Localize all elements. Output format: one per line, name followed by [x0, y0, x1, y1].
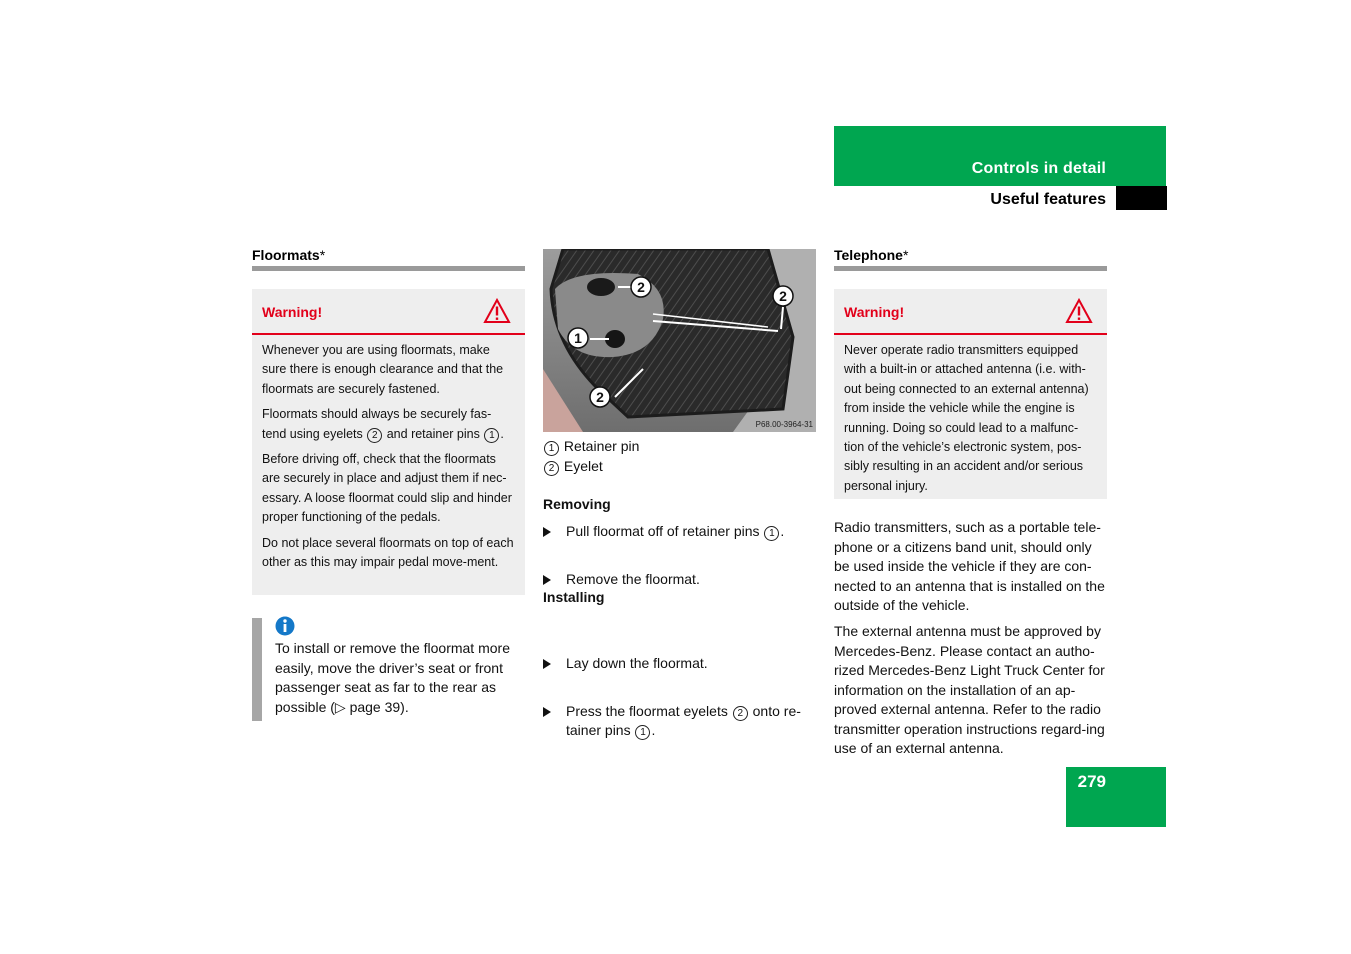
photo-callout-2: [631, 277, 651, 297]
warning-label: Warning!: [844, 304, 905, 320]
removing-heading: Removing: [543, 496, 611, 512]
info-box: [252, 618, 525, 721]
warning-triangle-icon: [1065, 298, 1093, 324]
warning-text: .: [500, 426, 504, 441]
callout-number: 1: [635, 725, 650, 740]
svg-text:1: 1: [574, 330, 582, 346]
warning-triangle-icon: [483, 298, 511, 324]
floormat-photo: [543, 249, 816, 432]
installing-heading: Installing: [543, 589, 605, 605]
photo-callout-2: [590, 387, 610, 407]
svg-text:2: 2: [637, 279, 645, 295]
step-text: onto re-tainer pins: [566, 702, 801, 738]
bullet-arrow-icon: [543, 575, 551, 585]
removing-step: [543, 570, 816, 590]
step-text: Pull floormat off of retainer pins: [566, 523, 760, 539]
chapter-title: Controls in detail: [971, 160, 1106, 177]
warning-text: and retainer pins: [386, 426, 480, 441]
warning-body: [834, 335, 1107, 510]
callout-number: 2: [544, 461, 559, 476]
legend-item: [543, 437, 816, 457]
floormats-heading: [252, 247, 325, 263]
telephone-paragraph-2: The external antenna must be approved by Mercedes-Benz. Please contact an autho-rized Mercedes-Benz Light Truck Center for information on the installation of an ap-proved external antenna. Refer to the radio transmitter operation instructions regard-ing use of an external antenna.: [834, 623, 1105, 756]
callout-number: 1: [764, 526, 779, 541]
svg-text:2: 2: [596, 389, 604, 405]
step-text: Remove the floormat.: [566, 570, 700, 587]
optional-star: *: [319, 247, 326, 263]
info-bar: [252, 618, 262, 721]
callout-number: 2: [367, 428, 382, 443]
warning-body: [252, 335, 525, 586]
info-text: To install or remove the floormat more easily, move the driver’s seat or front passenger seat as far to the rear as possible (▷ page 39).: [275, 640, 510, 715]
section-marker: [1116, 186, 1167, 210]
warning-label: Warning!: [262, 304, 323, 320]
warning-paragraph: [262, 405, 515, 444]
section-title: Useful features: [990, 191, 1106, 208]
telephone-heading: [834, 247, 908, 263]
photo-callout-2: [773, 286, 793, 306]
warning-paragraph: Whenever you are using floormats, make sure there is enough clearance and that the floormats are securely fastened.: [262, 343, 504, 396]
callout-number: 1: [544, 441, 559, 456]
svg-text:2: 2: [779, 288, 787, 304]
floormats-warning-box: [252, 289, 525, 595]
telephone-paragraph-1: Radio transmitters, such as a portable tele-phone or a citizens band unit, should only be used inside the vehicle if they are con-nected to an antenna that is installed on the outside of the vehicle.: [834, 519, 1105, 613]
legend-item: [543, 457, 816, 477]
bullet-arrow-icon: [543, 707, 551, 717]
heading-rule: [834, 266, 1107, 271]
warning-header: [252, 289, 525, 335]
step-text: Lay down the floormat.: [566, 655, 708, 671]
legend-label: Retainer pin: [563, 438, 640, 454]
photo-callout-1: [568, 328, 588, 348]
telephone-heading-text: Telephone: [834, 247, 903, 263]
photo-code: P68.00-3964-31: [755, 420, 813, 429]
callout-number: 2: [733, 706, 748, 721]
heading-rule: [252, 266, 525, 271]
step-text: .: [780, 523, 785, 539]
legend-label: Eyelet: [563, 457, 603, 474]
warning-header: [834, 289, 1107, 335]
bullet-arrow-icon: [543, 527, 551, 537]
photo-legend: [543, 437, 816, 476]
callout-number: 1: [484, 428, 499, 443]
page-number: 279: [1077, 772, 1106, 791]
telephone-warning-box: [834, 289, 1107, 499]
installing-step: [543, 654, 816, 674]
step-text: .: [651, 722, 656, 738]
optional-star: *: [902, 247, 909, 263]
floormats-heading-text: Floormats: [252, 247, 320, 263]
warning-text: Floormats should always be securely fas-tend using eyelets: [262, 407, 492, 441]
warning-paragraph: Never operate radio transmitters equipped with a built-in or attached antenna (i.e. with-out being connected to an external antenna) from inside the vehicle while the engine is running. Doing so could lead to a malfunc-tion of the vehicle’s electronic system, pos-sibly resulting in an accident and/or serious personal injury.: [844, 343, 1089, 493]
step-text: Press the floormat eyelets: [566, 702, 728, 719]
bullet-arrow-icon: [543, 659, 551, 669]
removing-step: [543, 522, 816, 542]
info-icon: [275, 616, 295, 636]
warning-paragraph: Do not place several floormats on top of each other as this may impair pedal move-ment.: [262, 535, 514, 570]
installing-step: [543, 702, 816, 741]
warning-paragraph: Before driving off, check that the floormats are securely in place and adjust them if nec-essary. A loose floormat could slip and hinder proper functioning of the pedals.: [262, 452, 512, 525]
